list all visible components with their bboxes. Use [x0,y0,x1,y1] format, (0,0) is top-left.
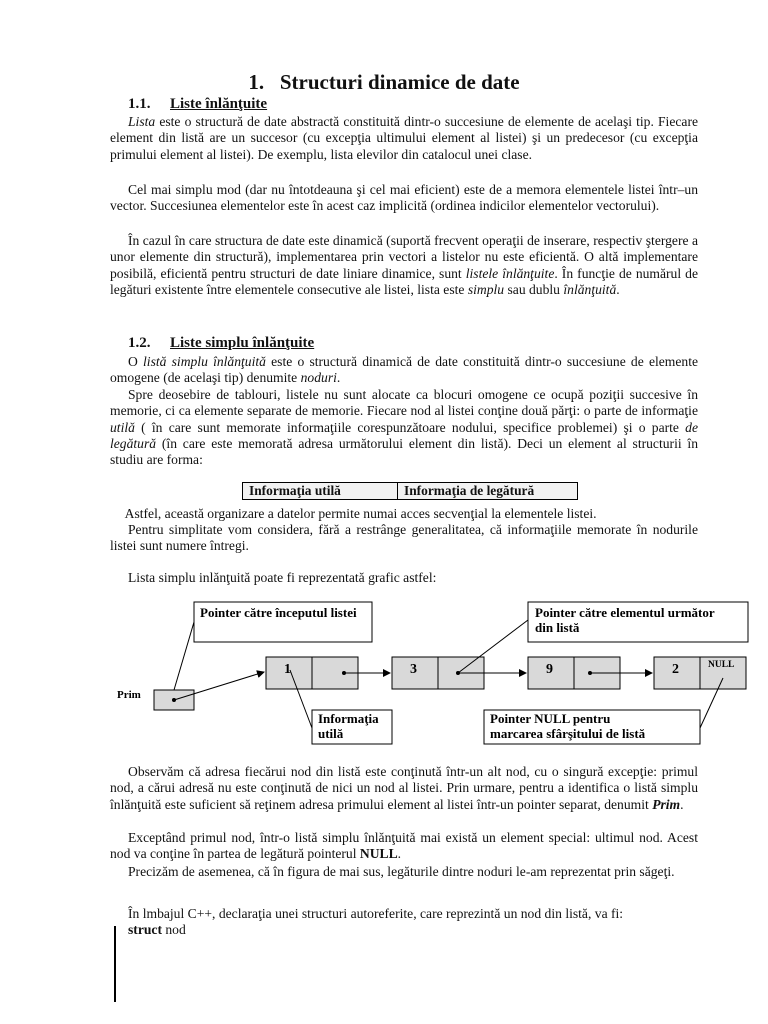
arrow-prim-to-node1 [174,672,264,700]
node-2-value: 3 [410,662,417,677]
node-4-value: 2 [672,662,679,677]
label-next-line2: din listă [535,620,580,635]
section-title: Liste înlănţuite [170,96,268,112]
emphasis-null: NULL [359,846,398,862]
node-3-value: 9 [546,662,553,677]
paragraph-address-observation: Observăm că adresa fiecărui nod din listă este conţinută într-un alt nod, cu o singură excepţie: primul nod, a cărui adresă nu este conţinută de nici un nod al listei. Prin urmare, pentru a identifica o listă simplu înlănţuită este suficient să reţinem adresa primului element al listei într-un pointer separat, denumit Prim. [110,764,698,812]
paragraph-simple-list-definition: O listă simplu înlănţuită este o structură dinamică de date constituită dintr-o succesiune de elemente omogene (de acelaşi tip) denumite noduri. [110,354,698,386]
section-title: Liste simplu înlănţuite [170,335,315,351]
label-info-line2: utilă [318,726,344,741]
section-number: 1.2. [128,335,151,351]
code-struct-line [128,922,186,938]
emphasis-prim: Prim [652,796,681,812]
chapter-number: 1. [248,70,265,94]
code-keyword: struct [128,922,162,937]
paragraph-node-parts: Spre deosebire de tablouri, listele nu sunt alocate ca blocuri omogene ce ocupă poziţii succesive în memorie, ci ca elemente separate de memorie. Fiecare nod al listei conţine două părţi: o parte de informaţie utilă ( în care sunt memorate informaţiile corespunzătoare nodului, specifice problemei) şi o parte de legătură (în care este memorată adresa următorului element din listă). Deci un element al structurii în studiu are forma: [110,387,698,468]
node-4 [654,657,746,689]
table-cell-link: Informaţia de legătură [404,483,535,498]
paragraph-arrows-note: Precizăm de asemenea, că în figura de mai sus, legăturile dintre noduri le-am reprezentat prin săgeţi. [128,864,675,879]
node-1-value: 1 [284,662,291,677]
section-number: 1.1. [128,96,151,112]
code-block-border [114,926,116,1002]
leader-start [174,622,194,690]
table-cell-info: Informaţia utilă [243,483,398,499]
label-null-line2: marcarea sfârşitului de listă [490,726,646,741]
label-next-line1: Pointer către elementul următor [535,605,715,620]
paragraph-sequential-access: Astfel, această organizare a datelor permite numai acces secvenţial la elementele listei. [122,506,597,521]
code-identifier: nod [161,922,186,937]
paragraph-cpp-intro: În lmbajul C++, declaraţia unei structuri autoreferite, care reprezintă un nod din listă, va fi: [128,906,624,921]
paragraph-graphic-intro: Lista simplu inlănţuită poate fi reprezentată grafic astfel: [128,570,437,585]
prim-label: Prim [117,689,141,701]
paragraph-simplicity: Pentru simplitate vom considera, fără a restrânge generalitatea, că informaţiile memorate în nodurile listei sunt numere întregi. [110,522,698,554]
paragraph-vector-mode: Cel mai simplu mod (dar nu întotdeauna şi cel mai eficient) este de a memora elementele listei într–un vector. Succesiunea elementelor este în acest caz implicită (ordinea indicilor elementelor vectorului). [110,182,698,214]
leader-next [458,620,528,673]
paragraph-last-node: Exceptând primul nod, într-o listă simplu înlănţuită mai există un element special: ultimul nod. Acest nod va conţine în partea de legătură pointerul NULL. [110,830,698,862]
null-marker: NULL [708,660,735,670]
paragraph-dynamic-structure: În cazul în care structura de date este dinamică (suportă frecvent operaţii de inserare, respectiv ştergere a unor elemente din structură), implementarea prin vectori a listelor nu este eficientă. O altă implementare posibilă, eficientă pentru structuri de date liniare dinamice, sunt listele înlănţuite. În funcţie de numărul de legături existente între elementele consecutive ale listei, lista este simplu sau dublu înlănţuită. [110,233,699,297]
paragraph-list-definition: Lista este o structură de date abstractă constituită dintr-o succesiune de elemente de acelaşi tip. Fiecare element din listă are un succesor (cu excepţia ultimului element al listei) şi un predecesor (cu excepţia primului element al listei). De exemplu, lista elevilor din catalocul unei clase. [110,114,698,162]
label-null-line1: Pointer NULL pentru [490,711,611,726]
emphasis-lista: Lista [128,114,156,129]
label-info-line1: Informaţia [318,711,379,726]
label-start: Pointer către începutul listei [200,605,357,620]
chapter-title: Structuri dinamice de date [279,70,520,94]
